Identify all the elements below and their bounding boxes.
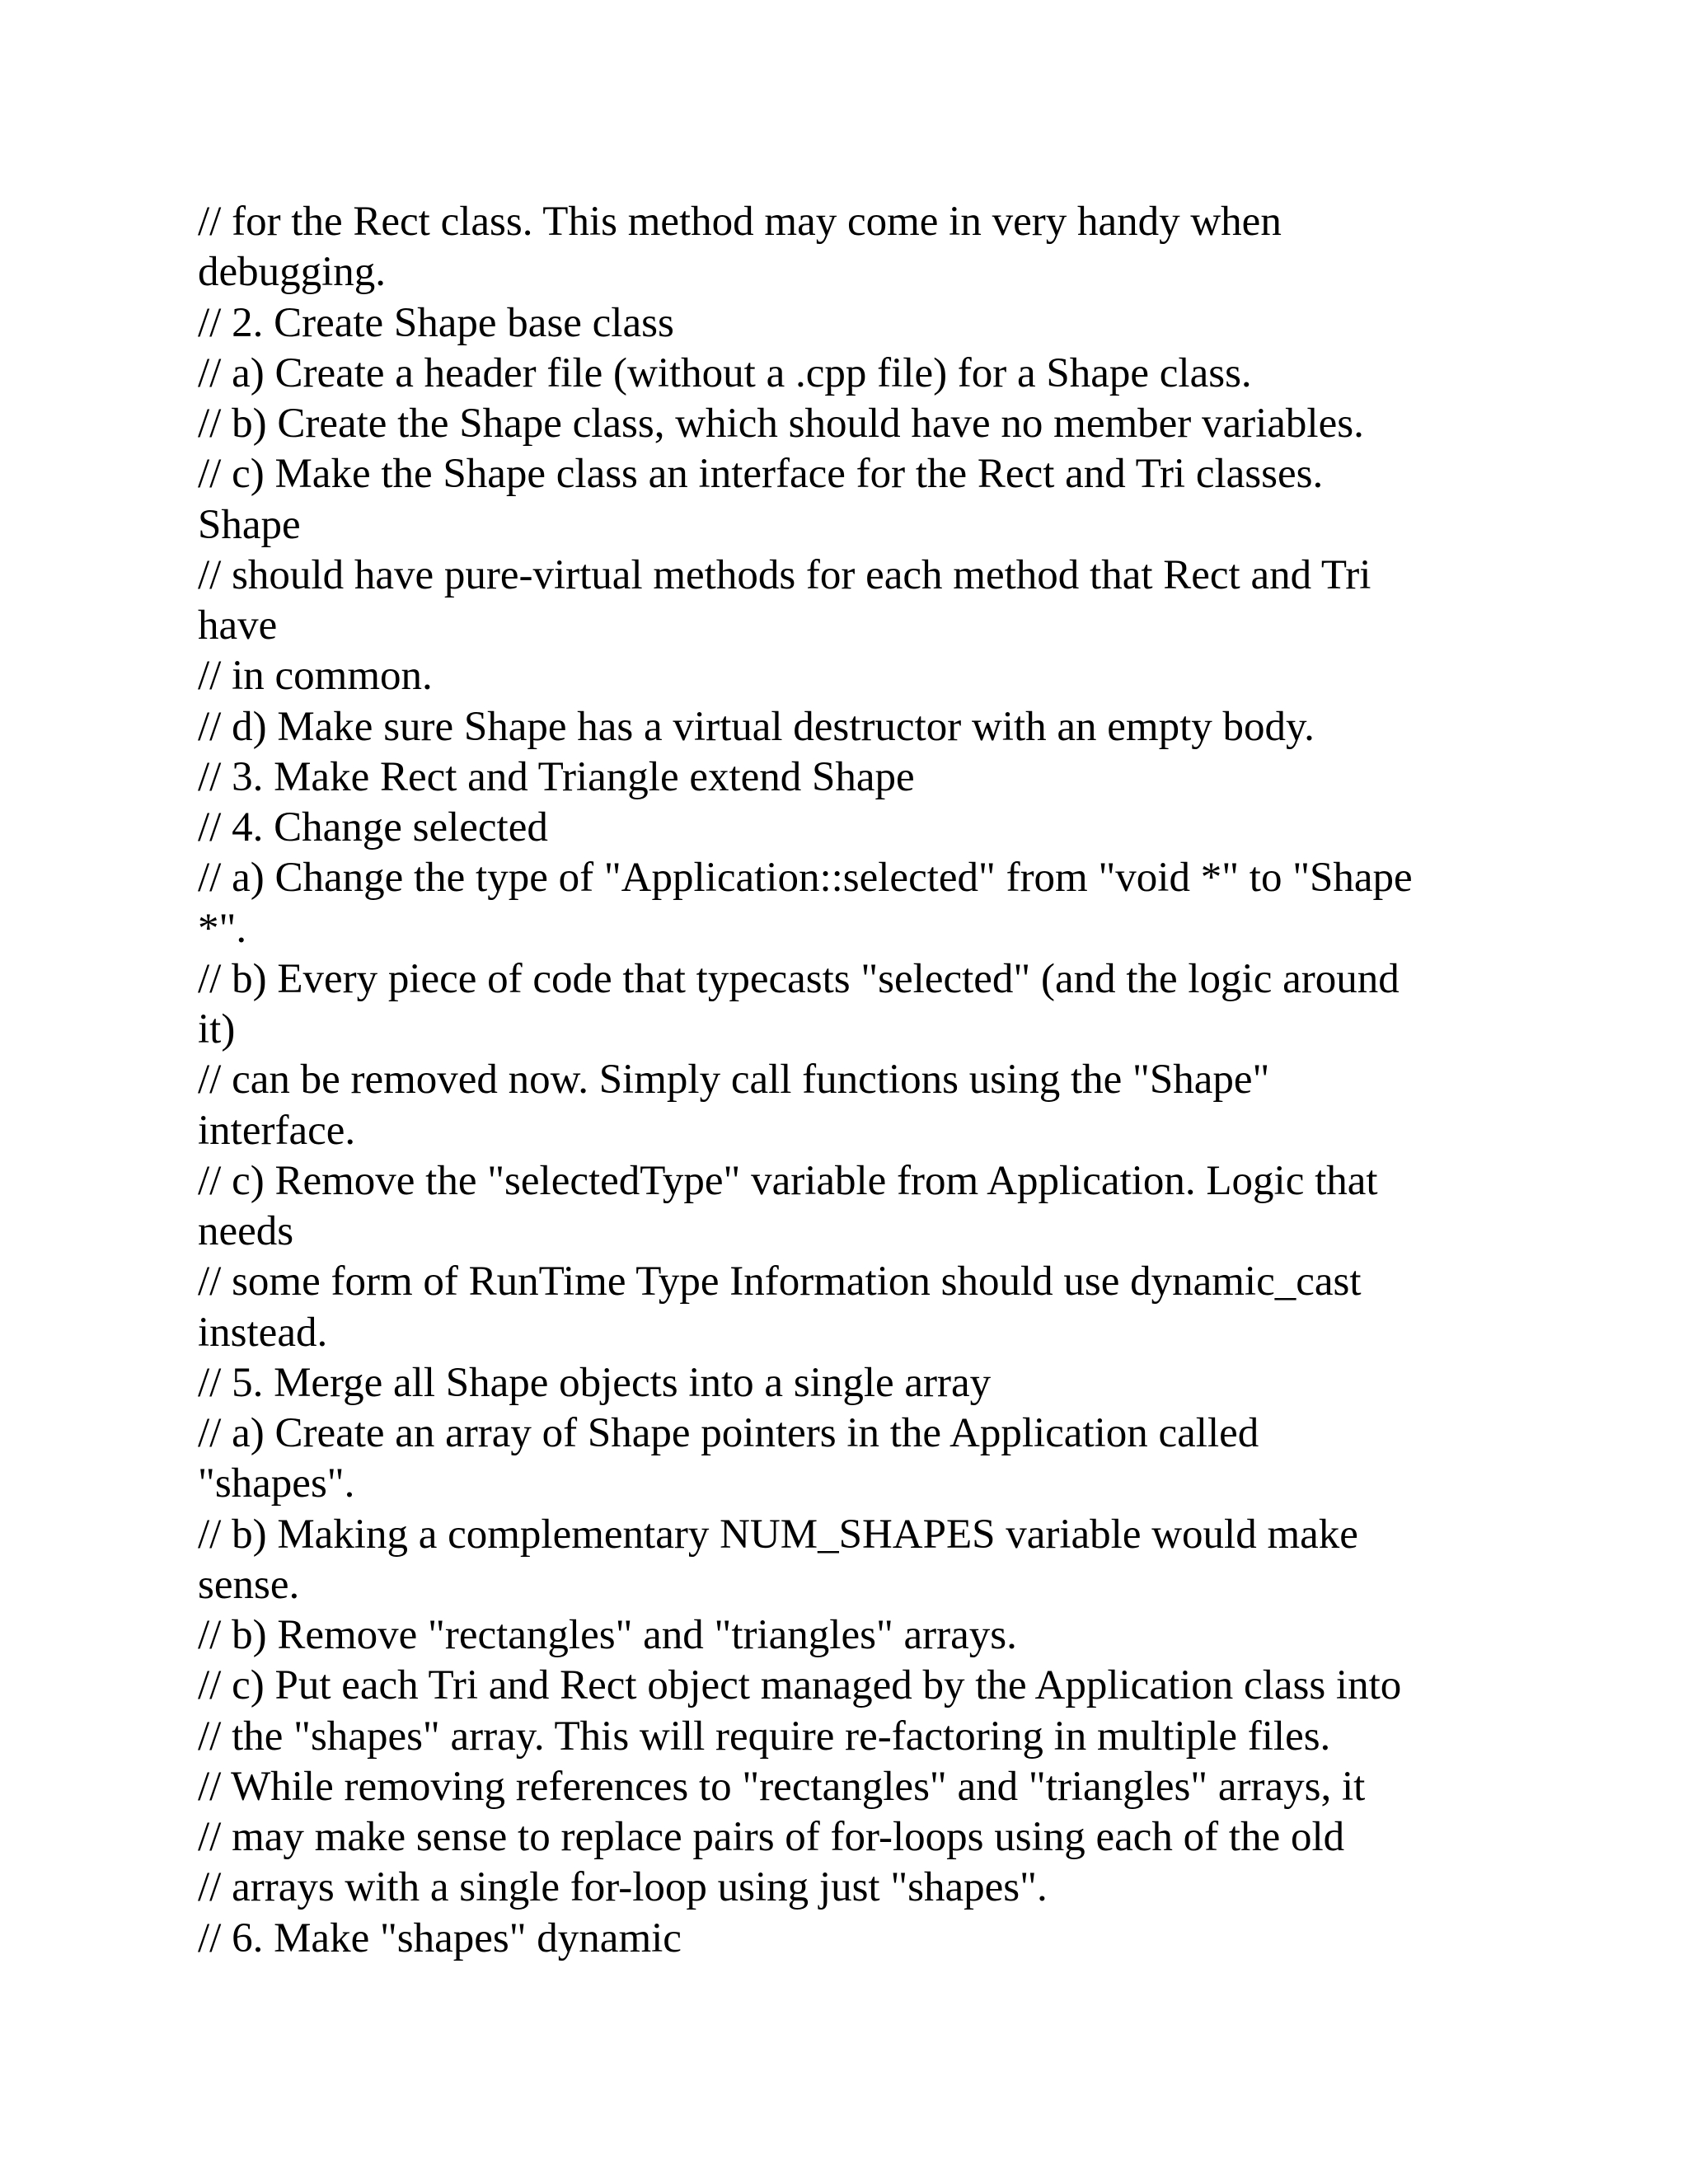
text-line: // c) Put each Tri and Rect object managed by the Application class into	[198, 1662, 1402, 1709]
text-line: // d) Make sure Shape has a virtual destructor with an empty body.	[198, 703, 1315, 750]
text-line: // a) Create an array of Shape pointers in the Application called	[198, 1410, 1259, 1456]
text-line: // arrays with a single for-loop using just "shapes".	[198, 1864, 1048, 1911]
text-line: *".	[198, 905, 247, 952]
text-line: // in common.	[198, 653, 433, 700]
text-line: // can be removed now. Simply call functions using the "Shape"	[198, 1057, 1270, 1104]
text-line: it)	[198, 1006, 236, 1052]
text-line: // may make sense to replace pairs of for-loops using each of the old	[198, 1814, 1345, 1860]
text-line: // a) Change the type of "Application::selected" from "void *" to "Shape	[198, 855, 1413, 902]
text-line: // 2. Create Shape base class	[198, 299, 674, 346]
text-line: sense.	[198, 1561, 300, 1608]
text-line: have	[198, 602, 278, 649]
text-line: // b) Create the Shape class, which should have no member variables.	[198, 401, 1364, 447]
text-line: // c) Remove the "selectedType" variable from Application. Logic that	[198, 1157, 1378, 1204]
text-line: debugging.	[198, 249, 387, 296]
text-line: Shape	[198, 501, 301, 548]
text-line: needs	[198, 1208, 294, 1254]
text-line: // b) Making a complementary NUM_SHAPES variable would make	[198, 1511, 1358, 1558]
document-text	[198, 197, 1517, 1964]
text-line: "shapes".	[198, 1460, 355, 1507]
text-line: // a) Create a header file (without a .cpp file) for a Shape class.	[198, 349, 1252, 396]
text-line: // 6. Make "shapes" dynamic	[198, 1915, 682, 1961]
text-line: interface.	[198, 1107, 356, 1154]
text-line: // b) Every piece of code that typecasts "selected" (and the logic around	[198, 955, 1400, 1002]
text-line: // b) Remove "rectangles" and "triangles" arrays.	[198, 1612, 1017, 1658]
text-line: // 4. Change selected	[198, 804, 548, 851]
text-line: // the "shapes" array. This will require re-factoring in multiple files.	[198, 1713, 1331, 1760]
text-line: instead.	[198, 1309, 328, 1356]
text-line: // some form of RunTime Type Information should use dynamic_cast	[198, 1258, 1362, 1305]
text-line: // While removing references to "rectangles" and "triangles" arrays, it	[198, 1763, 1366, 1810]
text-line: // c) Make the Shape class an interface for the Rect and Tri classes.	[198, 451, 1324, 498]
text-line: // 5. Merge all Shape objects into a single array	[198, 1359, 992, 1406]
text-line: // 3. Make Rect and Triangle extend Shape	[198, 753, 915, 800]
text-line: // for the Rect class. This method may come in very handy when	[198, 199, 1282, 245]
text-line: // should have pure-virtual methods for each method that Rect and Tri	[198, 551, 1372, 598]
